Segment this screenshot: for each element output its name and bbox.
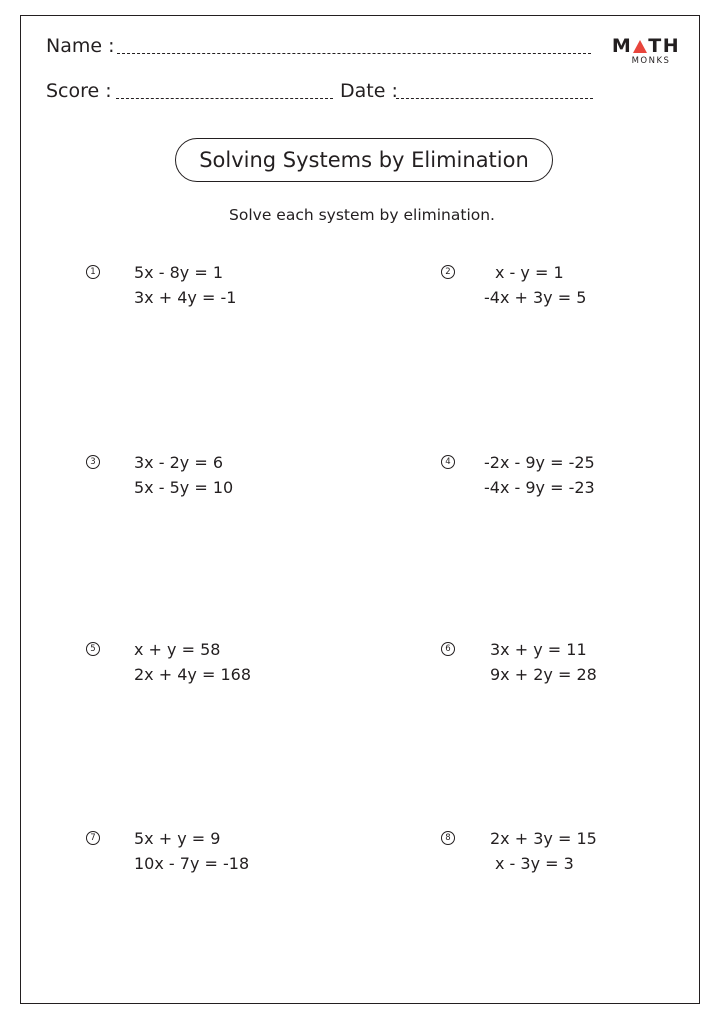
equation-1: 2x + 3y = 15 — [490, 829, 597, 848]
problem-1 — [86, 263, 346, 323]
problem-number: 2 — [441, 265, 455, 279]
problem-number: 6 — [441, 642, 455, 656]
problem-3 — [86, 453, 346, 513]
equation-2: 5x - 5y = 10 — [134, 478, 234, 497]
triangle-icon — [633, 40, 647, 53]
date-label: Date : — [340, 80, 398, 102]
equation-1: -2x - 9y = -25 — [484, 453, 595, 472]
equation-2: 3x + 4y = -1 — [134, 288, 237, 307]
equation-2: -4x - 9y = -23 — [484, 478, 595, 497]
score-line[interactable] — [116, 98, 333, 99]
problem-4 — [441, 453, 701, 513]
problem-number: 4 — [441, 455, 455, 469]
problem-6 — [441, 640, 701, 700]
equation-2: 2x + 4y = 168 — [134, 665, 251, 684]
problem-5 — [86, 640, 346, 700]
problem-number: 8 — [441, 831, 455, 845]
score-label: Score : — [46, 80, 112, 102]
problem-8 — [441, 829, 701, 889]
equation-1: x + y = 58 — [134, 640, 221, 659]
equation-2: -4x + 3y = 5 — [484, 288, 587, 307]
math-monks-logo: M TH MONKS — [611, 35, 681, 66]
instructions: Solve each system by elimination. — [229, 206, 495, 224]
equation-1: 3x + y = 11 — [490, 640, 587, 659]
equation-1: 3x - 2y = 6 — [134, 453, 223, 472]
equation-2: 9x + 2y = 28 — [490, 665, 597, 684]
equation-2: 10x - 7y = -18 — [134, 854, 250, 873]
problem-number: 7 — [86, 831, 100, 845]
name-line[interactable] — [117, 53, 591, 54]
name-label: Name : — [46, 35, 115, 57]
equation-1: x - y = 1 — [495, 263, 564, 282]
date-line[interactable] — [396, 98, 593, 99]
equation-1: 5x - 8y = 1 — [134, 263, 223, 282]
worksheet-title: Solving Systems by Elimination — [175, 138, 553, 182]
problem-7 — [86, 829, 346, 889]
problem-2 — [441, 263, 701, 323]
equation-1: 5x + y = 9 — [134, 829, 221, 848]
problem-number: 1 — [86, 265, 100, 279]
equation-2: x - 3y = 3 — [495, 854, 574, 873]
problem-number: 5 — [86, 642, 100, 656]
problem-number: 3 — [86, 455, 100, 469]
